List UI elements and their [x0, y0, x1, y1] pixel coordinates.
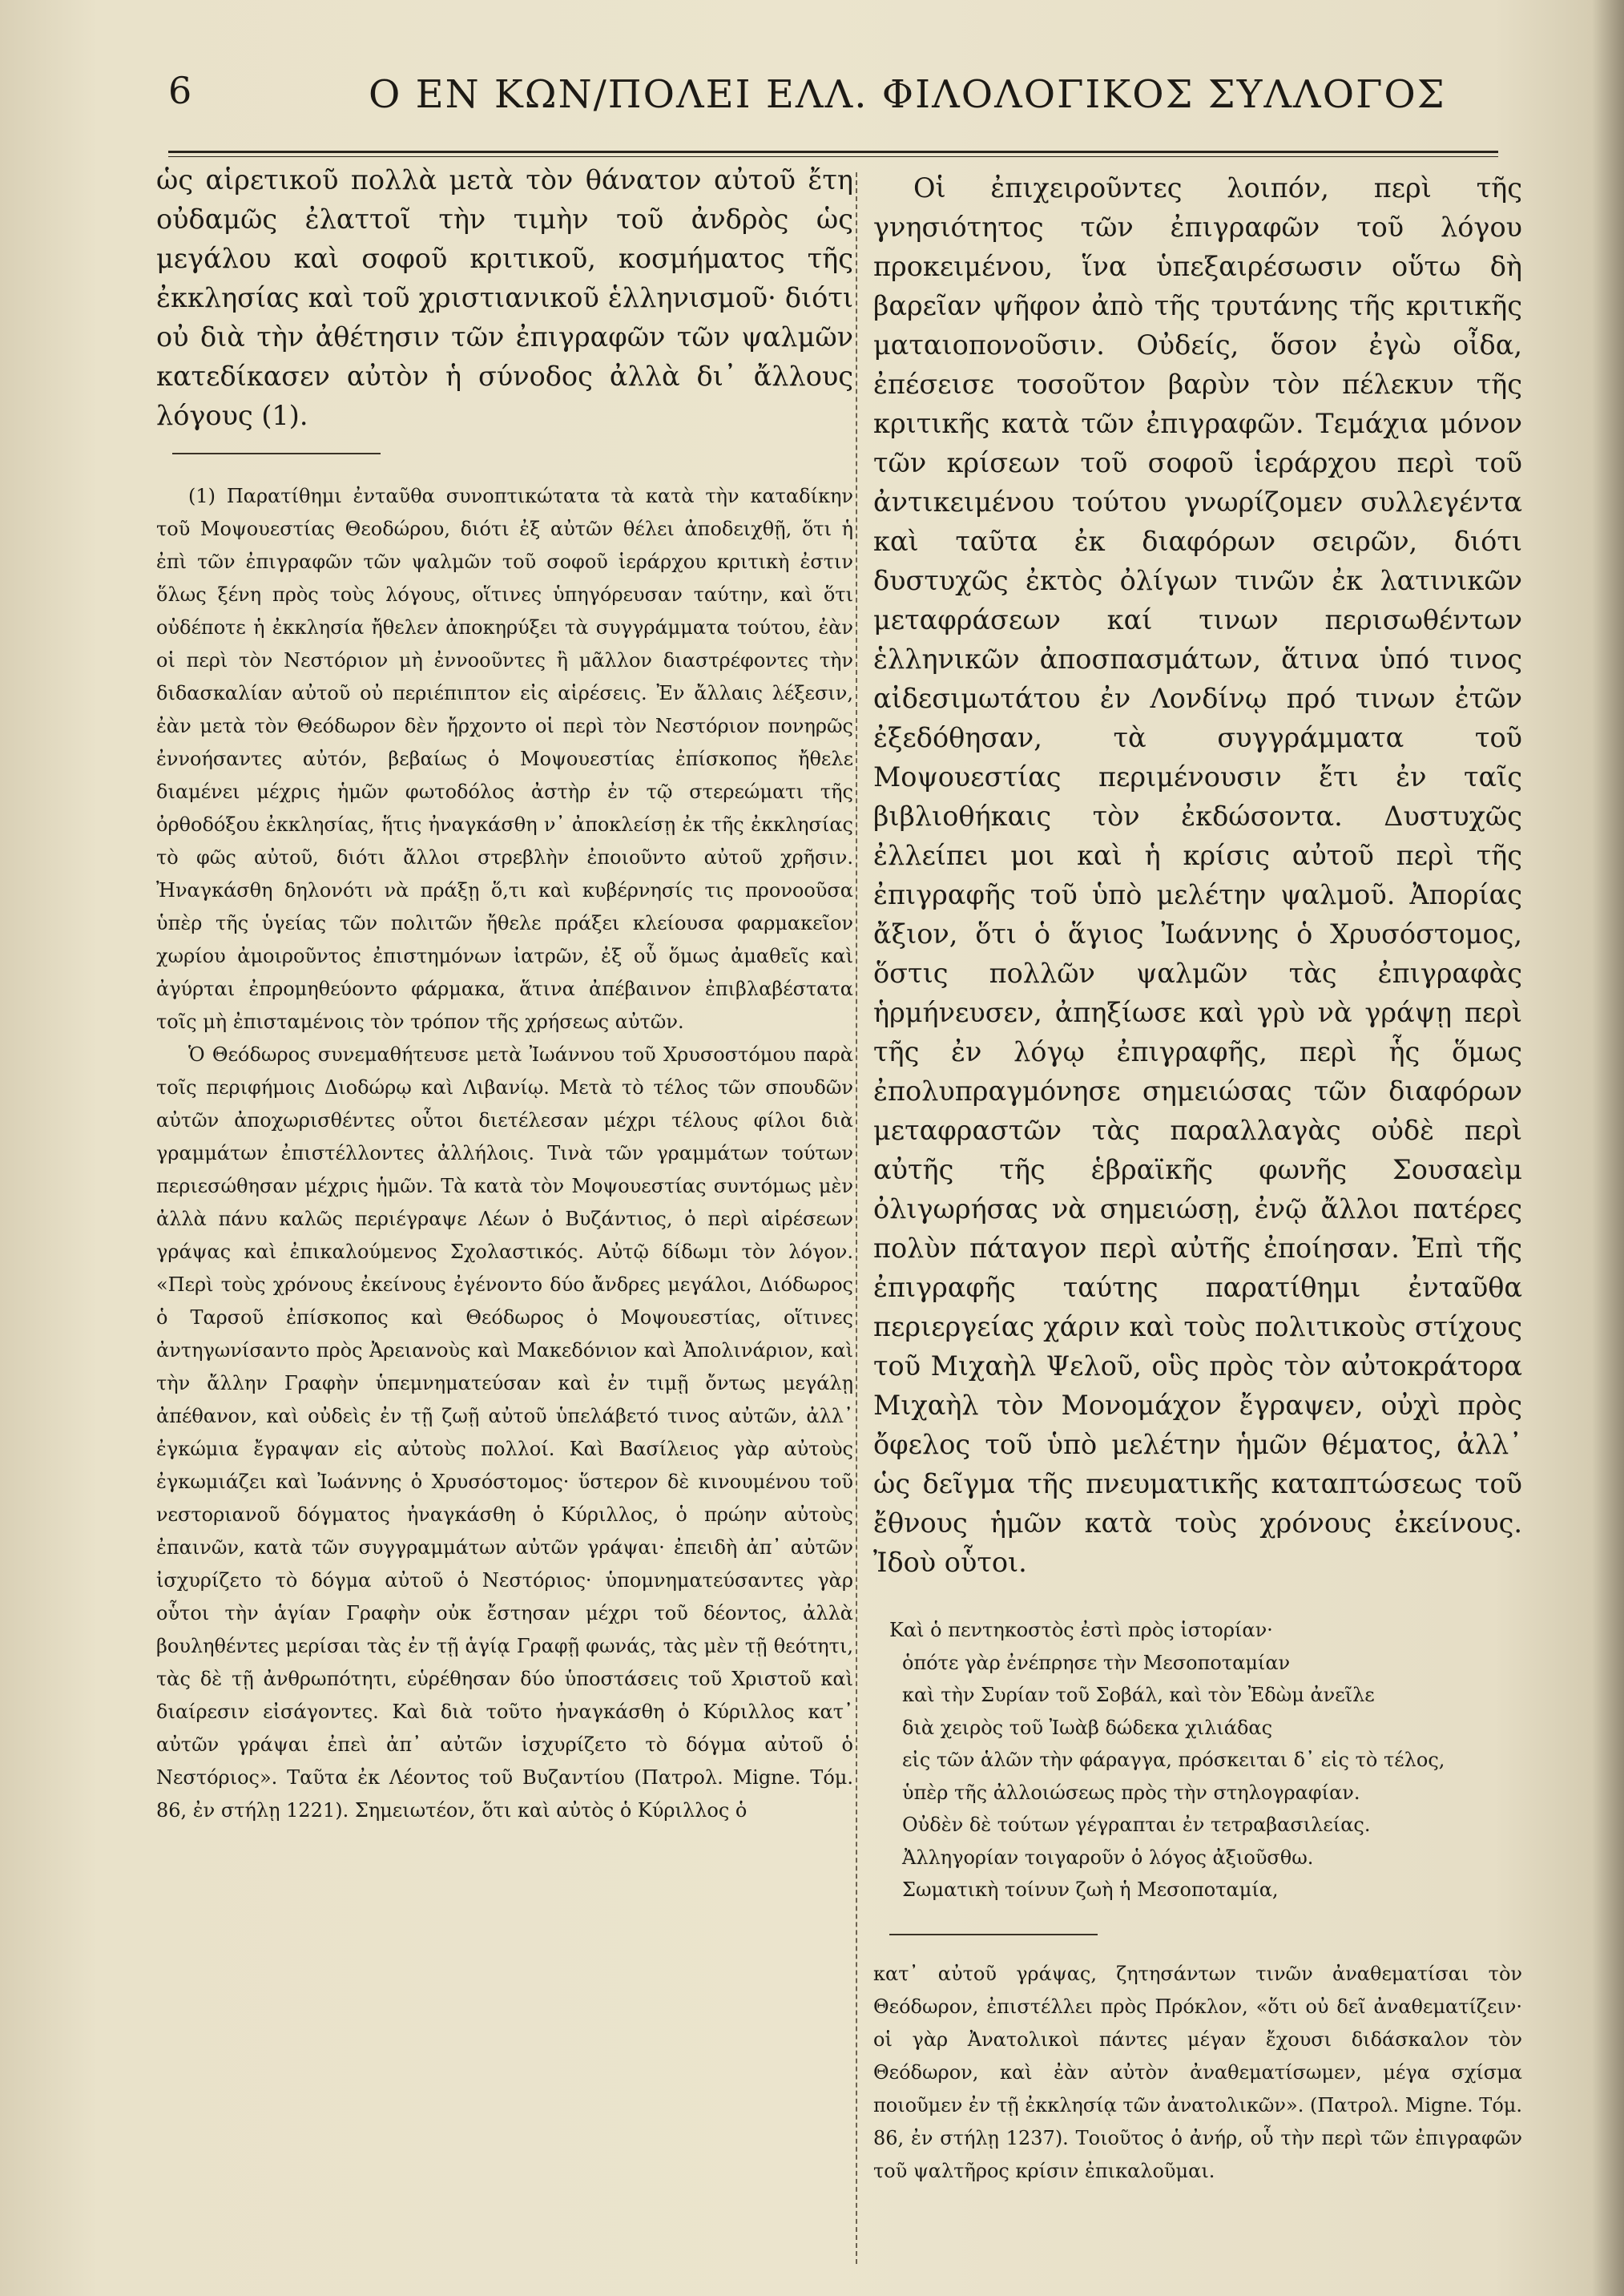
right-main-text [873, 168, 1522, 1582]
page-header [168, 66, 1522, 130]
running-title: Ο ΕΝ ΚΩΝ/ΠΟΛΕΙ ΕΛΛ. ΦΙΛΟΛΟΓΙΚΟΣ ΣΥΛΛΟΓΟΣ [369, 72, 1446, 117]
psellos-verses [889, 1614, 1522, 1907]
verse-line: διὰ χειρὸς τοῦ Ἰωὰβ δώδεκα χιλιάδας [902, 1716, 1273, 1739]
verse-line: ὑπὲρ τῆς ἀλλοιώσεως πρὸς τὴν στηλογραφίαν. [902, 1781, 1360, 1804]
verse-line: Καὶ ὁ πεντηκοστὸς ἐστὶ πρὸς ἱστορίαν· [889, 1619, 1273, 1641]
verse-line: Οὐδὲν δὲ τούτων γέγραπται ἐν τετραβασιλείας. [902, 1814, 1371, 1836]
right-main-paragraph: Οἱ ἐπιχειροῦντες λοιπόν, περὶ τῆς γνησιότητος τῶν ἐπιγραφῶν τοῦ λόγου προκειμένου, ἵνα ὑπεξαιρέσωσιν οὕτω δὴ βαρεῖαν ψῆφον ἀπὸ τῆς τρυτάνης τῆς κριτικῆς ματαιοπονοῦσιν. Οὐδείς, ὅσον ἐγὼ οἶδα, ἐπέσεισε τοσοῦτον βαρὺν τὸν πέλεκυν τῆς κριτικῆς κατὰ τῶν ἐπιγραφῶν. Τεμάχια μόνον τῶν κρίσεων τοῦ σοφοῦ ἱεράρχου περὶ τοῦ ἀντικειμένου τούτου γνωρίζομεν συλλεγέντα καὶ ταῦτα ἐκ διαφόρων σειρῶν, διότι δυστυχῶς ἐκτὸς ὀλίγων τινῶν ἐκ λατινικῶν μεταφράσεων καί τινων περισωθέντων ἑλληνικῶν ἀποσπασμάτων, ἅτινα ὑπό τινος αἰδεσιμωτάτου ἐν Λονδίνῳ πρό τινων ἐτῶν ἐξεδόθησαν, τὰ συγγράμματα τοῦ Μοψουεστίας περιμένουσιν ἔτι ἐν ταῖς βιβλιοθήκαις τὸν ἐκδώσοντα. Δυστυχῶς ἐλλείπει μοι καὶ ἡ κρίσις αὐτοῦ περὶ τῆς ἐπιγραφῆς τοῦ ὑπὸ μελέτην ψαλμοῦ. Ἀπορίας ἄξιον, ὅτι ὁ ἅγιος Ἰωάννης ὁ Χρυσόστομος, ὅστις πολλῶν ψαλμῶν τὰς ἐπιγραφὰς ἡρμήνευσεν, ἀπηξίωσε καὶ γρὺ νὰ γράψῃ περὶ τῆς ἐν λόγῳ ἐπιγραφῆς, περὶ ἧς ὅμως ἐπολυπραγμόνησε σημειώσας τῶν διαφόρων μεταφραστῶν τὰς παραλλαγὰς οὐδὲ περὶ αὐτῆς τῆς ἑβραϊκῆς φωνῆς Σουσαεὶμ ὀλιγωρήσας νὰ σημειώσῃ, ἐνῷ ἄλλοι πατέρες πολὺν πάταγον περὶ αὐτῆς ἐποίησαν. Ἐπὶ τῆς ἐπιγραφῆς ταύτης παρατίθημι ἐνταῦθα περιεργείας χάριν καὶ τοὺς πολιτικοὺς στίχους τοῦ Μιχαὴλ Ψελοῦ, οὓς πρὸς τὸν αὐτοκράτορα Μιχαὴλ τὸν Μονομάχον ἔγραψεν, οὐχὶ πρὸς ὄφελος τοῦ ὑπὸ μελέτην ἡμῶν θέματος, ἀλλ᾽ ὡς δεῖγμα τῆς πνευματικῆς καταπτώσεως τοῦ ἔθνους ἡμῶν κατὰ τοὺς χρόνους ἐκείνους. Ἰδοὺ οὗτοι. [873, 172, 1522, 1578]
verse-line: Σωματικὴ τοίνυν ζωὴ ἡ Μεσοποταμία, [902, 1878, 1279, 1901]
footnote-continuation-paragraph: κατ᾽ αὐτοῦ γράψας, ζητησάντων τινῶν ἀναθεματίσαι τὸν Θεόδωρον, ἐπιστέλλει πρὸς Πρόκλον, «ὅτι οὐ δεῖ ἀναθεματίζειν· οἱ γὰρ Ἀνατολικοὶ πάντες μέγαν ἔχουσι διδάσκαλον τὸν Θεόδωρον, καὶ ἐὰν αὐτὸν ἀναθεματίσωμεν, μέγα σχίσμα ποιοῦμεν ἐν τῇ ἐκκλησίᾳ τῶν ἀνατολικῶν». (Πατρολ. Migne. Τόμ. 86, ἐν στήλῃ 1237). Τοιοῦτος ὁ ἀνήρ, οὗ τὴν περὶ τῶν ἐπιγραφῶν τοῦ ψαλτῆρος κρίσιν ἐπικαλοῦμαι. [873, 1962, 1522, 2182]
verse-line: ὁπότε γὰρ ἐνέπρησε τὴν Μεσοποταμίαν [902, 1651, 1291, 1674]
left-column [156, 160, 853, 1827]
footnote-paragraph: (1) Παρατίθημι ἐνταῦθα συνοπτικώτατα τὰ κατὰ τὴν καταδίκην τοῦ Μοψουεστίας Θεοδώρου, διότι ἐξ αὐτῶν θέλει ἀποδειχθῇ, ὅτι ἡ ἐπὶ τῶν ἐπιγραφῶν τῶν ψαλμῶν τοῦ σοφοῦ ἱεράρχου κριτικὴ ἐστιν ὅλως ξένη πρὸς τοὺς λόγους, οἵτινες ὑπηγόρευσαν ταύτην, καὶ ὅτι οὐδέποτε ἡ ἐκκλησία ἤθελεν ἀποκηρύξει τὰ συγγράμματα τούτου, ἐὰν οἱ περὶ τὸν Νεστόριον μὴ ἐννοοῦντες ἢ μᾶλλον διαστρέφοντες τὴν διδασκαλίαν αὐτοῦ οὐ περιέπιπτον εἰς αἱρέσεις. Ἐν ἄλλαις λέξεσιν, ἐὰν μετὰ τὸν Θεόδωρον δὲν ἤρχοντο οἱ περὶ τὸν Νεστόριον πονηρῶς ἐννοήσαντες αὐτόν, βεβαίως ὁ Μοψουεστίας ἐπίσκοπος ἤθελε διαμένει μέχρις ἡμῶν φωτοδόλος ἀστὴρ ἐν τῷ στερεώματι τῆς ὀρθοδόξου ἐκκλησίας, ἥτις ἠναγκάσθη ν᾽ ἀποκλείσῃ ἐκ τῆς ἐκκλησίας τὸ φῶς αὐτοῦ, διότι ἄλλοι στρεβλὴν ἐποιοῦντο αὐτοῦ χρῆσιν. Ἠναγκάσθη δηλονότι νὰ πράξῃ ὅ,τι καὶ κυβέρνησίς τις προνοοῦσα ὑπὲρ τῆς ὑγείας τῶν πολιτῶν ἤθελε πράξει κλείουσα φαρμακεῖον χωρίου ἀμοιροῦντος ἐπιστημόνων ἰατρῶν, ἐξ οὗ ὅμως ἀμαθεῖς καὶ ἀγύρται ἐπρομηθεύοντο φάρμακα, ἅτινα ἀπέβαινον ἐπιβλαβέστατα τοῖς μὴ ἐπισταμένοις τὸν τρόπον τῆς χρήσεως αὐτῶν. [156, 485, 853, 1033]
page-number: 6 [168, 69, 192, 112]
header-rule-thin [168, 156, 1498, 157]
verse-line: Ἀλληγορίαν τοιγαροῦν ὁ λόγος ἀξιοῦσθω. [902, 1846, 1314, 1869]
footnote-rule [889, 1934, 1098, 1935]
left-main-text [156, 160, 853, 435]
verse-line: εἰς τῶν ἁλῶν τὴν φάραγγα, πρόσκειται δ᾽ εἰς τὸ τέλος, [902, 1749, 1445, 1771]
footnote-continuation [873, 1958, 1522, 2188]
verse-line: καὶ τὴν Συρίαν τοῦ Σοβάλ, καὶ τὸν Ἐδὼμ ἀνεῖλε [902, 1684, 1375, 1706]
column-divider [856, 172, 857, 2264]
footnote-rule [172, 453, 381, 454]
header-rule [168, 151, 1498, 153]
footnote [156, 480, 853, 1827]
left-main-paragraph: ὡς αἱρετικοῦ πολλὰ μετὰ τὸν θάνατον αὐτοῦ ἔτη οὐδαμῶς ἐλαττοῖ τὴν τιμὴν τοῦ ἀνδρὸς ὡς μεγάλου καὶ σοφοῦ κριτικοῦ, κοσμήματος τῆς ἐκκλησίας καὶ τοῦ χριστιανικοῦ ἑλληνισμοῦ· διότι οὐ διὰ τὴν ἀθέτησιν τῶν ἐπιγραφῶν τῶν ψαλμῶν κατεδίκασεν αὐτὸν ἡ σύνοδος ἀλλὰ δι᾽ ἄλλους λόγους (1). [156, 164, 853, 431]
right-column [873, 168, 1522, 2188]
footnote-paragraph: Ὁ Θεόδωρος συνεμαθήτευσε μετὰ Ἰωάννου τοῦ Χρυσοστόμου παρὰ τοῖς περιφήμοις Διοδώρῳ καὶ Λιβανίῳ. Μετὰ τὸ τέλος τῶν σπουδῶν αὐτῶν ἀποχωρισθέντες οὗτοι διετέλεσαν μέχρι τέλους φίλοι διὰ γραμμάτων ἐπιστέλλοντες ἀλλήλοις. Τινὰ τῶν γραμμάτων τούτων περιεσώθησαν μέχρις ἡμῶν. Τὰ κατὰ τὸν Μοψουεστίας συντόμως μὲν ἀλλὰ πάνυ καλῶς περιέγραψε Λέων ὁ Βυζάντιος, ὁ περὶ αἱρέσεων γράψας καὶ ἐπικαλούμενος Σχολαστικός. Αὐτῷ δίδωμι τὸν λόγον. «Περὶ τοὺς χρόνους ἐκείνους ἐγένοντο δύο ἄνδρες μεγάλοι, Διόδωρος ὁ Ταρσοῦ ἐπίσκοπος καὶ Θεόδωρος ὁ Μοψουεστίας, οἵτινες ἀντηγωνίσαντο πρὸς Ἀρειανοὺς καὶ Μακεδόνιον καὶ Ἀπολινάριον, καὶ τὴν ἄλλην Γραφὴν ὑπεμνηματεύσαν καὶ ἐν τιμῇ ὄντως μεγάλῃ ἀπέθανον, καὶ οὐδεὶς ἐν τῇ ζωῇ αὐτοῦ ὑπελάβετό τινος αὐτῶν, ἀλλ᾽ ἐγκώμια ἔγραψαν εἰς αὐτοὺς πολλοί. Καὶ Βασίλειος γὰρ αὐτοὺς ἐγκωμιάζει καὶ Ἰωάννης ὁ Χρυσόστομος· ὕστερον δὲ κινουμένου τοῦ νεστοριανοῦ δόγματος ἠναγκάσθη ὁ Κύριλλος, ὁ πρώην αὐτοὺς ἐπαινῶν, κατὰ τῶν συγγραμμάτων αὐτῶν γράψαι· ἐπειδὴ ἀπ᾽ αὐτῶν ἰσχυρίζετο τὸ δόγμα αὐτοῦ ὁ Νεστόριος· ὑπομνηματεύσαντες γὰρ οὗτοι τὴν ἁγίαν Γραφὴν οὐκ ἔστησαν μέχρι τοῦ δέοντος, ἀλλὰ βουληθέντες μερίσαι τὰς ἐν τῇ ἁγίᾳ Γραφῇ φωνάς, τὰς μὲν τῇ θεότητι, τὰς δὲ τῇ ἀνθρωπότητι, εὑρέθησαν δύο ὑποστάσεις τοῦ Χριστοῦ καὶ διαίρεσιν εἰσάγοντες. Καὶ διὰ τοῦτο ἠναγκάσθη ὁ Κύριλλος κατ᾽ αὐτῶν γράψαι ἐπεὶ ἀπ᾽ αὐτῶν ἰσχυρίζετο τὸ δόγμα αὐτοῦ ὁ Νεστόριος». Ταῦτα ἐκ Λέοντος τοῦ Βυζαντίου (Πατρολ. Migne. Τόμ. 86, ἐν στήλῃ 1221). Σημειωτέον, ὅτι καὶ αὐτὸς ὁ Κύριλλος ὁ [156, 1043, 853, 1822]
